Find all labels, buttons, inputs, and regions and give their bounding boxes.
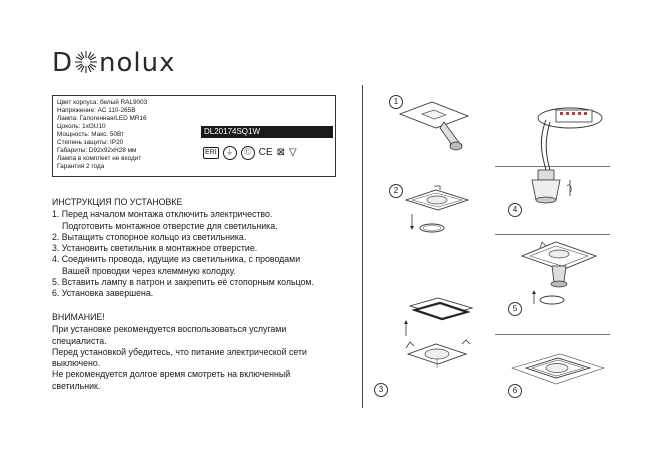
certification-marks: [203, 146, 297, 160]
triangle-mark-icon: ▽: [288, 147, 297, 158]
figure-5-drawing: [512, 236, 612, 316]
spec-line: Напряжение: AC 110-265В: [57, 107, 136, 114]
specs-list: [57, 99, 147, 171]
brand-logo: [52, 48, 176, 78]
figure-number-2: 2: [389, 184, 403, 198]
spec-line: Гарантия 2 года: [57, 163, 105, 170]
instruction-step: 6. Установка завершена.: [52, 288, 154, 299]
instruction-step: 1. Перед началом монтажа отключить электричество.: [52, 209, 273, 220]
diagram-separator: [495, 234, 610, 235]
warning-line: выключено.: [52, 358, 101, 369]
weee-bin-icon: ⊠: [276, 147, 285, 158]
warning-line: специалиста.: [52, 335, 107, 346]
spec-line: Цвет корпуса: белый RAL9003: [57, 99, 148, 106]
warning-section: [52, 312, 352, 392]
diagram-divider: [362, 85, 363, 408]
instruction-step: 3. Установить светильник в монтажное отверстие.: [52, 243, 258, 254]
spec-line: Цоколь: 1xGU10: [57, 123, 106, 130]
figure-number-1: 1: [389, 95, 403, 109]
figure-number-3: 3: [374, 383, 388, 397]
installation-instructions: [52, 197, 352, 300]
diagram-separator: [495, 334, 610, 335]
instruction-step: Вашей проводки через клеммную колодку.: [62, 265, 236, 276]
figure-1-drawing: [396, 96, 476, 156]
eac-mark-icon: ERI: [203, 147, 219, 159]
specs-box: [52, 95, 336, 177]
ground-icon: ⏚: [223, 146, 237, 160]
figure-3-drawing: [396, 296, 482, 384]
sun-icon: [74, 50, 98, 74]
spec-line: Габариты: D92x92xH28 мм: [57, 147, 137, 154]
spec-line: Лампа: Галогенная/LED MR16: [57, 115, 147, 122]
figure-number-5: 5: [508, 302, 522, 316]
warning-line: Не рекомендуется долгое время смотреть на включенный: [52, 369, 291, 380]
instruction-step: 5. Вставить лампу в патрон и закрепить её стопорным кольцом.: [52, 277, 314, 288]
instruction-step: 4. Соединить провода, идущие из светильника, с проводами: [52, 254, 301, 265]
spec-line: Лампа в комплект не входит: [57, 155, 142, 162]
warning-title: ВНИМАНИЕ!: [52, 312, 105, 322]
spec-line: Мощность: Макс. 50Вт: [57, 131, 124, 138]
figure-number-4: 4: [508, 203, 522, 217]
instruction-step: 2. Вытащить стопорное кольцо из светильника.: [52, 231, 247, 242]
brand-logo-post: nolux: [99, 48, 176, 78]
figure-2-drawing: [398, 184, 478, 240]
class-mark-icon: Ⓒ: [241, 146, 255, 160]
figure-4-drawing: [516, 100, 612, 220]
model-code: DL20174SQ1W: [201, 126, 333, 138]
figure-number-6: 6: [508, 384, 522, 398]
brand-logo-pre: D: [52, 48, 74, 78]
figure-6-drawing: [508, 346, 608, 400]
instructions-title: ИНСТРУКЦИЯ ПО УСТАНОВКЕ: [52, 197, 183, 207]
instruction-step: Подготовить монтажное отверстие для светильника.: [62, 220, 278, 231]
warning-line: При установке рекомендуется воспользоваться услугами: [52, 324, 287, 335]
warning-line: Перед установкой убедитесь, что питание электрической сети: [52, 346, 307, 357]
warning-line: светильник.: [52, 380, 101, 391]
ce-mark-icon: CE: [258, 147, 273, 158]
spec-line: Степень защиты: IP20: [57, 139, 124, 146]
